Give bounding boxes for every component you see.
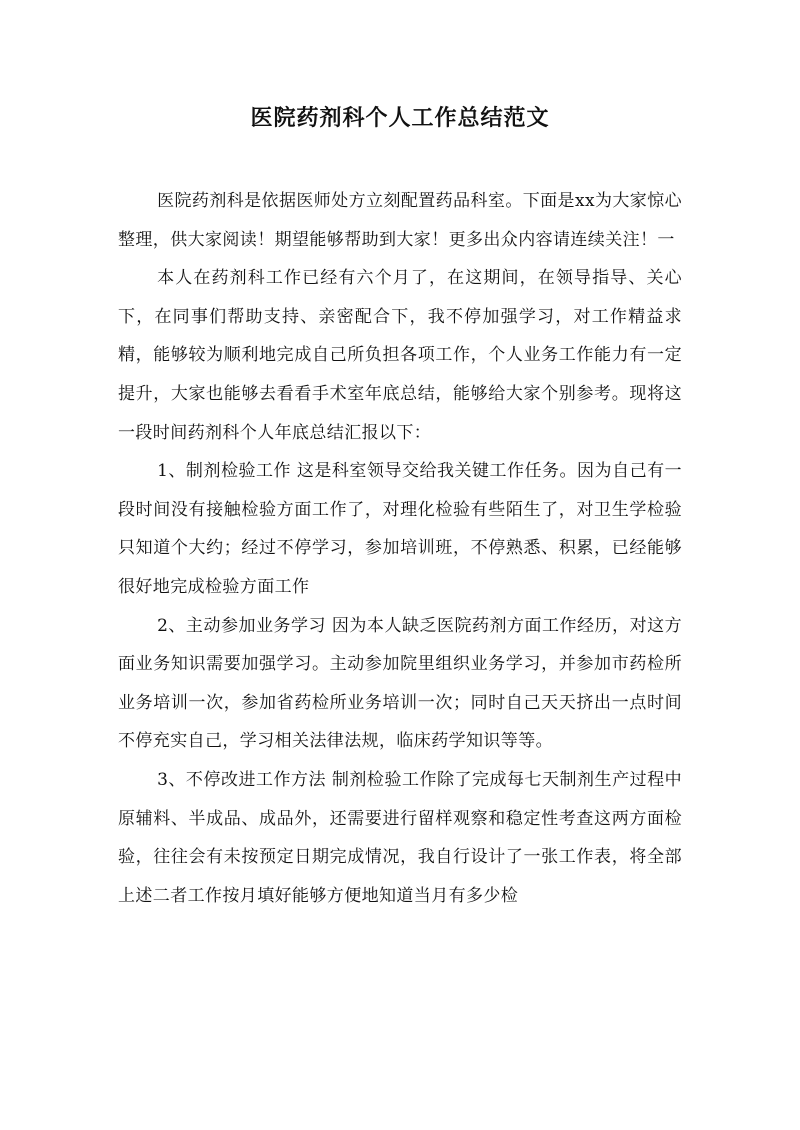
section-2-paragraph: 2、主动参加业务学习 因为本人缺乏医院药剂方面工作经历，对这方面业务知识需要加强学习。主动参加院里组织业务学习，并参加市药检所业务培训一次，参加省药检所业务培训一次；同时自己天天挤出一点时间不停充实自己，学习相关法律法规，临床药学知识等等。 — [118, 615, 682, 752]
document-body — [118, 182, 682, 915]
overview-paragraph: 本人在药剂科工作已经有六个月了，在这期间，在领导指导、关心下，在同事们帮助支持、亲密配合下，我不停加强学习，对工作精益求精，能够较为顺利地完成自己所负担各项工作，个人业务工作能力有一定提升，大家也能够去看看手术室年底总结，能够给大家个别参考。现将这一段时间药剂科个人年底总结汇报以下： — [118, 268, 682, 443]
document-title: 医院药剂科个人工作总结范文 — [250, 105, 550, 131]
intro-paragraph: 医院药剂科是依据医师处方立刻配置药品科室。下面是xx为大家惊心整理，供大家阅读！期望能够帮助到大家！更多出众内容请连续关注！一 — [118, 191, 682, 250]
section-1-paragraph: 1、制剂检验工作 这是科室领导交给我关键工作任务。因为自己有一段时间没有接触检验方面工作了，对理化检验有些陌生了，对卫生学检验只知道个大约；经过不停学习，参加培训班，不停熟悉、积累，已经能够很好地完成检验方面工作 — [118, 461, 682, 597]
section-3-paragraph: 3、不停改进工作方法 制剂检验工作除了完成每七天制剂生产过程中原辅料、半成品、成品外，还需要进行留样观察和稳定性考查这两方面检验，往往会有未按预定日期完成情况，我自行设计了一张工作表，将全部上述二者工作按月填好能够方便地知道当月有多少检 — [118, 769, 682, 906]
